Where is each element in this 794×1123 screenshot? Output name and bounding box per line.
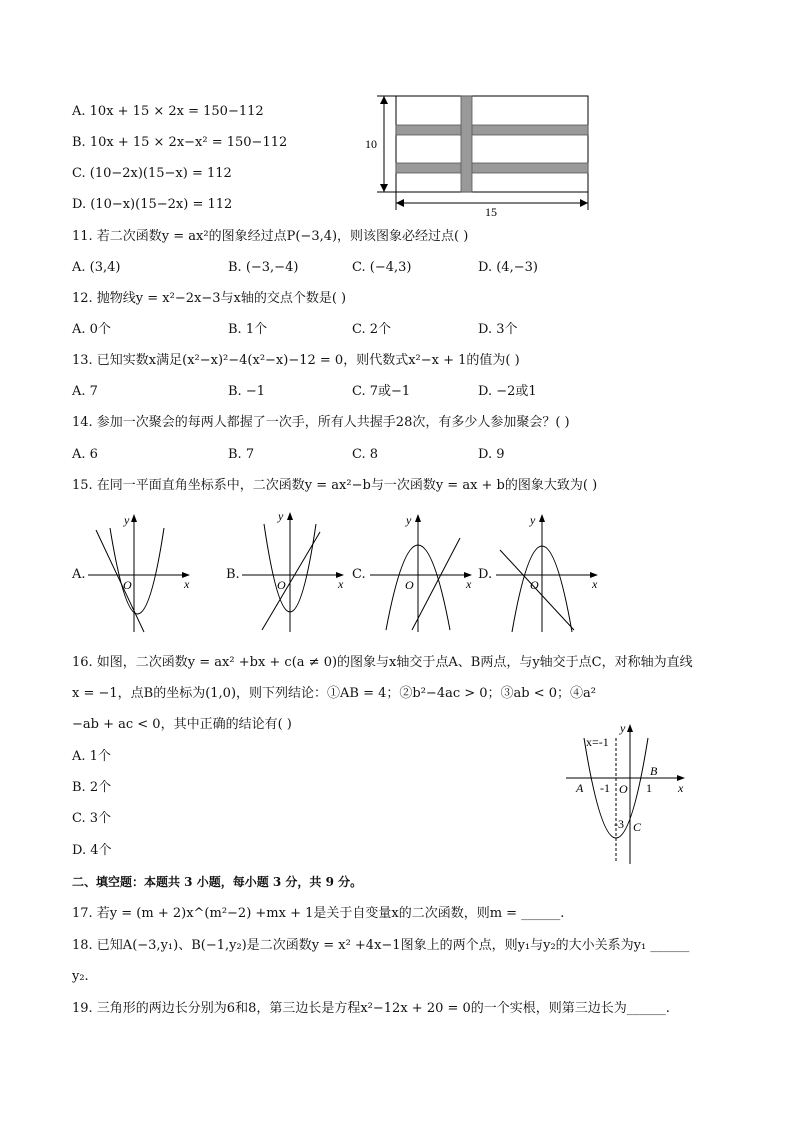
q15-graph-a (86, 510, 196, 635)
q14-option-b: B. 7 (228, 447, 255, 462)
svg-text:y: y (406, 513, 412, 527)
svg-text:x: x (592, 577, 598, 591)
q16-line1: 16. 如图，二次函数y = ax² +bx + c(a ≠ 0)的图象与x轴交于点A、B两点，与y轴交于点C，对称轴为直线 (72, 655, 693, 670)
q15-label-b: B. (226, 567, 240, 582)
svg-text:O: O (277, 578, 286, 592)
svg-text:O: O (530, 578, 539, 592)
q18-line2: y₂. (72, 969, 89, 984)
q15-graph-b (240, 510, 350, 635)
q15-label-d: D. (478, 567, 493, 582)
q15-graph-c (368, 510, 478, 635)
q19: 19. 三角形的两边长分别为6和8，第三边长是方程x²−12x + 20 = 0的一个实根，则第三边长为______. (72, 1001, 670, 1016)
q14-option-d: D. 9 (478, 447, 505, 462)
q10-height-label: 10 (365, 137, 377, 151)
svg-text:y: y (278, 509, 284, 523)
q16-option-a: A. 1个 (72, 749, 111, 764)
svg-text:x: x (338, 577, 344, 591)
svg-text:y: y (124, 513, 130, 527)
q16-line3: −ab + ac < 0，其中正确的结论有( ) (72, 717, 292, 732)
svg-text:1: 1 (646, 781, 652, 795)
q12-option-b: B. 1个 (228, 322, 268, 337)
svg-text:-3: -3 (614, 817, 624, 831)
q18-line1: 18. 已知A(−3,y₁)、B(−1,y₂)是二次函数y = x² +4x−1图象上的两个点，则y₁与y₂的大小关系为y₁ ______ (72, 938, 690, 953)
q10-rectangle-figure (360, 90, 600, 220)
q11-stem: 11. 若二次函数y = ax²的图象经过点P(−3,4)，则该图象必经过点( ) (72, 229, 469, 244)
q10-option-d: D. (10−x)(15−2x) = 112 (72, 197, 233, 212)
q10-option-b: B. 10x + 15 × 2x−x² = 150−112 (72, 135, 288, 150)
q10-width-label: 15 (485, 205, 497, 219)
q13-option-b: B. −1 (228, 384, 265, 399)
q13-stem: 13. 已知实数x满足(x²−x)²−4(x²−x)−12 = 0，则代数式x²−x + 1的值为( ) (72, 353, 520, 368)
svg-text:A: A (576, 781, 584, 795)
svg-text:-1: -1 (600, 781, 610, 795)
q11-option-b: B. (−3,−4) (228, 260, 299, 275)
q13-option-c: C. 7或−1 (352, 384, 411, 399)
q14-option-a: A. 6 (72, 447, 98, 462)
q12-option-d: D. 3个 (478, 322, 518, 337)
svg-text:x: x (678, 781, 684, 795)
svg-text:O: O (619, 782, 628, 796)
q13-option-a: A. 7 (72, 384, 98, 399)
q16-option-b: B. 2个 (72, 780, 112, 795)
q16-parabola-figure (560, 718, 700, 868)
q17: 17. 若y = (m + 2)x^(m²−2) +mx + 1是关于自变量x的二次函数，则m = ______. (72, 906, 565, 921)
section-2-heading: 二、填空题：本题共 3 小题，每小题 3 分，共 9 分。 (72, 875, 363, 889)
q14-option-c: C. 8 (352, 447, 379, 462)
q15-stem: 15. 在同一平面直角坐标系中，二次函数y = ax²−b与一次函数y = ax + b的图象大致为( ) (72, 478, 598, 493)
svg-text:y: y (620, 721, 626, 735)
svg-text:O: O (405, 578, 414, 592)
svg-text:x: x (184, 577, 190, 591)
q15-graph-d (494, 510, 604, 635)
q12-option-a: A. 0个 (72, 322, 111, 337)
svg-text:B: B (650, 764, 658, 778)
svg-text:x: x (466, 577, 472, 591)
svg-text:O: O (123, 578, 132, 592)
q11-option-c: C. (−4,3) (352, 260, 412, 275)
q10-option-a: A. 10x + 15 × 2x = 150−112 (72, 104, 264, 119)
q13-option-d: D. −2或1 (478, 384, 537, 399)
q16-axis-label: x=-1 (586, 735, 609, 749)
svg-text:y: y (530, 513, 536, 527)
q12-option-c: C. 2个 (352, 322, 392, 337)
q16-line2: x = −1，点B的坐标为(1,0)，则下列结论：①AB = 4；②b²−4ac > 0；③ab < 0；④a² (72, 686, 597, 701)
q10-option-c: C. (10−2x)(15−x) = 112 (72, 166, 232, 181)
q12-stem: 12. 抛物线y = x²−2x−3与x轴的交点个数是( ) (72, 291, 347, 306)
q15-label-a: A. (72, 567, 86, 582)
q15-label-c: C. (352, 567, 366, 582)
q14-stem: 14. 参加一次聚会的每两人都握了一次手，所有人共握手28次，有多少人参加聚会？( ) (72, 415, 570, 430)
svg-text:C: C (633, 820, 642, 834)
q16-option-c: C. 3个 (72, 811, 112, 826)
q11-option-d: D. (4,−3) (478, 260, 538, 275)
q16-option-d: D. 4个 (72, 843, 112, 858)
q11-option-a: A. (3,4) (72, 260, 121, 275)
